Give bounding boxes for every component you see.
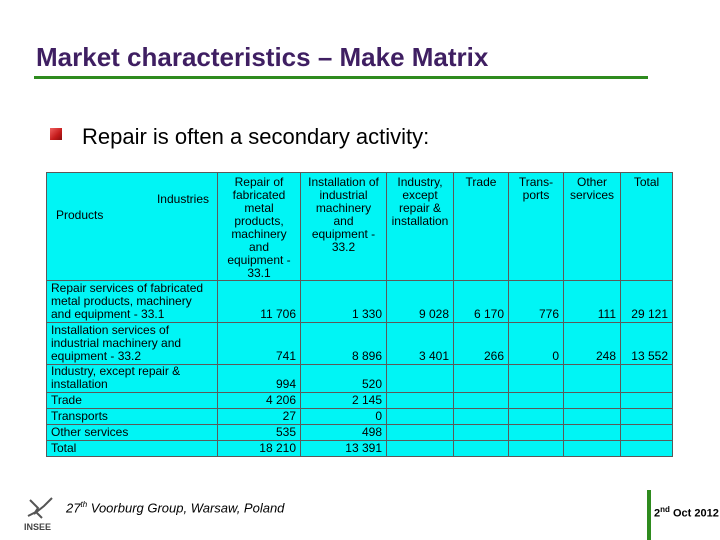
title-underline bbox=[34, 76, 648, 79]
table-cell bbox=[621, 409, 673, 425]
table-cell: 2 145 bbox=[301, 393, 387, 409]
column-header: Industry, except repair & installation bbox=[387, 173, 454, 281]
row-label: Trade bbox=[47, 393, 218, 409]
table-cell: 4 206 bbox=[218, 393, 301, 409]
svg-text:INSEE: INSEE bbox=[24, 522, 52, 532]
table-cell bbox=[621, 365, 673, 393]
column-header: Other services bbox=[564, 173, 621, 281]
table-cell: 13 552 bbox=[621, 323, 673, 365]
table-cell: 248 bbox=[564, 323, 621, 365]
table-cell bbox=[387, 425, 454, 441]
table-cell: 8 896 bbox=[301, 323, 387, 365]
table-cell: 9 028 bbox=[387, 281, 454, 323]
table-cell: 11 706 bbox=[218, 281, 301, 323]
column-header: Trade bbox=[454, 173, 509, 281]
column-header: Repair of fabricated metal products, machinery and equipment - 33.1 bbox=[218, 173, 301, 281]
table-cell: 0 bbox=[301, 409, 387, 425]
column-header: Trans-ports bbox=[509, 173, 564, 281]
row-label: Other services bbox=[47, 425, 218, 441]
table-row bbox=[47, 393, 673, 409]
table-row bbox=[47, 281, 673, 323]
table-header-row bbox=[47, 173, 673, 281]
table-cell bbox=[509, 425, 564, 441]
table-cell bbox=[454, 425, 509, 441]
row-label: Total bbox=[47, 441, 218, 457]
table-cell bbox=[564, 409, 621, 425]
table-cell: 6 170 bbox=[454, 281, 509, 323]
table-cell: 27 bbox=[218, 409, 301, 425]
table-cell bbox=[621, 393, 673, 409]
column-header: Installation of industrial machinery and equipment - 33.2 bbox=[301, 173, 387, 281]
table-cell: 0 bbox=[509, 323, 564, 365]
table-row bbox=[47, 441, 673, 457]
table-cell bbox=[564, 425, 621, 441]
table-cell bbox=[387, 365, 454, 393]
table-cell bbox=[509, 441, 564, 457]
table-cell: 1 330 bbox=[301, 281, 387, 323]
table-cell bbox=[621, 441, 673, 457]
table-row bbox=[47, 365, 673, 393]
table-row bbox=[47, 323, 673, 365]
bullet-text: Repair is often a secondary activity: bbox=[82, 124, 430, 149]
table-cell bbox=[387, 409, 454, 425]
row-label: Transports bbox=[47, 409, 218, 425]
table-cell bbox=[454, 441, 509, 457]
column-header: Total bbox=[621, 173, 673, 281]
footer-date: 2nd Oct 2012 bbox=[654, 505, 719, 520]
table-cell bbox=[564, 393, 621, 409]
table-cell: 498 bbox=[301, 425, 387, 441]
table-cell: 741 bbox=[218, 323, 301, 365]
table-cell bbox=[564, 441, 621, 457]
table-row bbox=[47, 425, 673, 441]
row-label: Installation services of industrial machinery and equipment - 33.2 bbox=[47, 323, 218, 365]
table-cell: 29 121 bbox=[621, 281, 673, 323]
table-cell bbox=[509, 393, 564, 409]
table-cell: 535 bbox=[218, 425, 301, 441]
table-cell: 13 391 bbox=[301, 441, 387, 457]
footer-event-text: 27th Voorburg Group, Warsaw, Poland bbox=[66, 500, 285, 516]
table-cell: 18 210 bbox=[218, 441, 301, 457]
table-cell bbox=[564, 365, 621, 393]
insee-logo-icon bbox=[24, 496, 58, 534]
table-cell: 111 bbox=[564, 281, 621, 323]
table-cell: 994 bbox=[218, 365, 301, 393]
corner-products-label: Products bbox=[56, 207, 104, 222]
table-cell bbox=[454, 393, 509, 409]
table-cell bbox=[454, 365, 509, 393]
table-cell: 266 bbox=[454, 323, 509, 365]
table-cell bbox=[621, 425, 673, 441]
make-matrix-table bbox=[46, 172, 673, 457]
table-cell bbox=[509, 409, 564, 425]
slide-title: Market characteristics – Make Matrix bbox=[36, 42, 489, 72]
bullet-square-icon bbox=[50, 128, 62, 140]
table-row bbox=[47, 409, 673, 425]
table-cell bbox=[454, 409, 509, 425]
table-cell bbox=[387, 441, 454, 457]
table-cell bbox=[387, 393, 454, 409]
table-cell: 776 bbox=[509, 281, 564, 323]
table-cell: 520 bbox=[301, 365, 387, 393]
row-label: Industry, except repair & installation bbox=[47, 365, 218, 393]
row-label: Repair services of fabricated metal products, machinery and equipment - 33.1 bbox=[47, 281, 218, 323]
table-corner-cell bbox=[47, 173, 218, 281]
corner-industries-label: Industries bbox=[156, 191, 209, 206]
table-cell: 3 401 bbox=[387, 323, 454, 365]
date-divider bbox=[647, 490, 651, 540]
table-cell bbox=[509, 365, 564, 393]
